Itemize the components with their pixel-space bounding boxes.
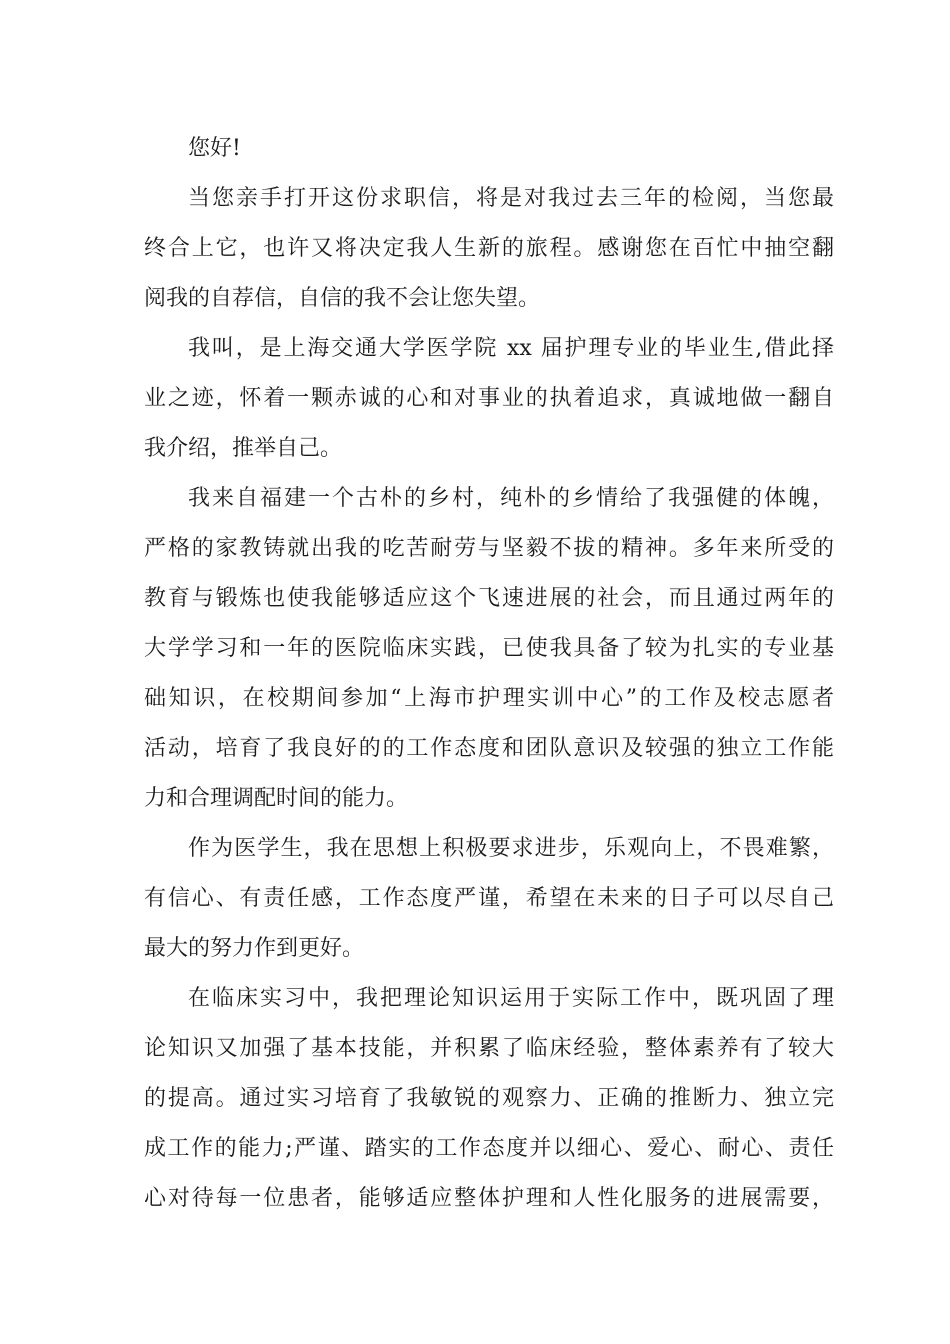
text-line: 作为医学生，我在思想上积极要求进步，乐观向上，不畏难繁， (188, 836, 834, 861)
text-line: 终合上它，也许又将决定我人生新的旅程。感谢您在百忙中抽空翻 (144, 236, 834, 261)
text-line: 我叫，是上海交通大学医学院 xx 届护理专业的毕业生,借此择 (188, 336, 834, 361)
text-line: 阅我的自荐信，自信的我不会让您失望。 (144, 286, 541, 311)
text-line: 论知识又加强了基本技能，并积累了临床经验，整体素养有了较大 (144, 1036, 834, 1061)
text-line: 最大的努力作到更好。 (144, 936, 365, 961)
text-line: 心对待每一位患者，能够适应整体护理和人性化服务的进展需要， (144, 1186, 834, 1211)
text-line: 大学学习和一年的医院临床实践，已使我具备了较为扎实的专业基 (144, 636, 834, 661)
text-line: 严格的家教铸就出我的吃苦耐劳与坚毅不拔的精神。多年来所受的 (144, 536, 834, 561)
text-line: 成工作的能力;严谨、踏实的工作态度并以细心、爱心、耐心、责任 (144, 1136, 834, 1161)
text-line: 当您亲手打开这份求职信，将是对我过去三年的检阅，当您最 (188, 186, 834, 211)
text-line: 力和合理调配时间的能力。 (144, 786, 409, 811)
text-line: 教育与锻炼也使我能够适应这个飞速进展的社会，而且通过两年的 (144, 586, 834, 611)
greeting-paragraph (144, 124, 834, 174)
text-line: 我介绍，推举自己。 (144, 436, 343, 461)
text-line: 您好! (188, 136, 241, 161)
paragraph-3 (144, 474, 834, 824)
paragraph-2 (144, 324, 834, 474)
paragraph-5 (144, 974, 834, 1224)
text-line: 业之迹，怀着一颗赤诚的心和对事业的执着追求，真诚地做一翻自 (144, 386, 834, 411)
paragraph-1 (144, 174, 834, 324)
text-line: 有信心、有责任感，工作态度严谨，希望在未来的日子可以尽自己 (144, 886, 834, 911)
text-line: 我来自福建一个古朴的乡村，纯朴的乡情给了我强健的体魄， (188, 486, 834, 511)
text-line: 的提高。通过实习培育了我敏锐的观察力、正确的推断力、独立完 (144, 1086, 834, 1111)
text-line: 在临床实习中，我把理论知识运用于实际工作中，既巩固了理 (188, 986, 834, 1011)
letter-body (144, 124, 834, 1224)
text-line: 础知识，在校期间参加“上海市护理实训中心”的工作及校志愿者 (144, 686, 834, 711)
text-line: 活动，培育了我良好的的工作态度和团队意识及较强的独立工作能 (144, 736, 834, 761)
paragraph-4 (144, 824, 834, 974)
